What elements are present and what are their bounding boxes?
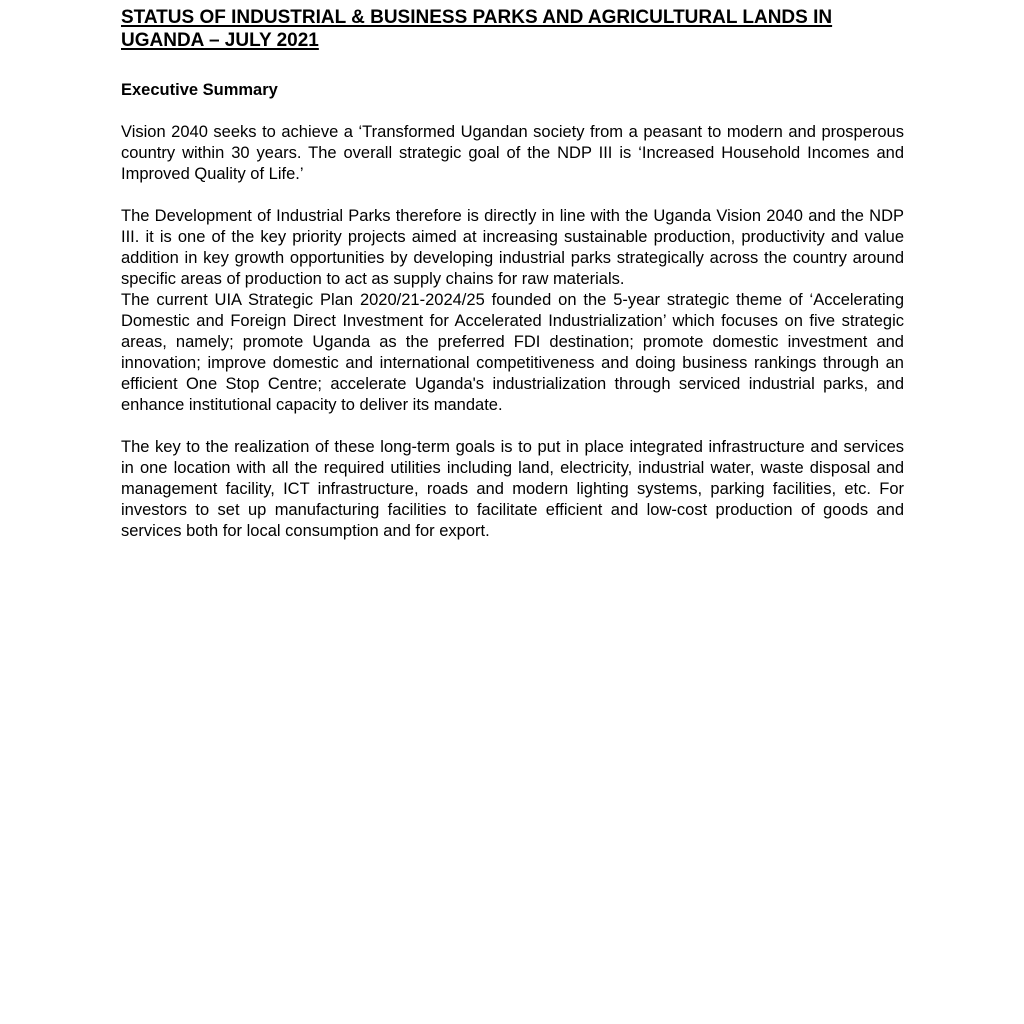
paragraph-industrial-parks-development: The Development of Industrial Parks therefore is directly in line with the Uganda Vision 2040 and the NDP III. it is one of the key priority projects aimed at increasing sustainable production, productivity and value addition in key growth opportunities by developing industrial parks strategically across the country around specific areas of production to act as supply chains for raw materials. (121, 207, 904, 288)
paragraph-key-to-realization: The key to the realization of these long-term goals is to put in place integrated infrastructure and services in one location with all the required utilities including land, electricity, industrial water, waste disposal and management facility, ICT infrastructure, roads and modern lighting systems, parking facilities, etc. For investors to set up manufacturing facilities to facilitate efficient and low-cost production of goods and services both for local consumption and for export. (121, 438, 904, 540)
paragraph-vision-2040: Vision 2040 seeks to achieve a ‘Transformed Ugandan society from a peasant to modern and prosperous country within 30 years. The overall strategic goal of the NDP III is ‘Increased Household Incomes and Improved Quality of Life.’ (121, 123, 904, 183)
document-page (121, 0, 904, 542)
paragraph-uia-strategic-plan: The current UIA Strategic Plan 2020/21-2024/25 founded on the 5-year strategic theme of ‘Accelerating Domestic and Foreign Direct Investment for Accelerated Industrialization’ which focuses on five strategic areas, namely; promote Uganda as the preferred FDI destination; promote domestic investment and innovation; improve domestic and international competitiveness and doing business rankings through an efficient One Stop Centre; accelerate Uganda's industrialization through serviced industrial parks, and enhance institutional capacity to deliver its mandate. (121, 291, 904, 414)
section-heading-executive-summary: Executive Summary (121, 81, 278, 99)
document-title: STATUS OF INDUSTRIAL & BUSINESS PARKS AND AGRICULTURAL LANDS IN UGANDA – JULY 2021 (121, 7, 833, 51)
